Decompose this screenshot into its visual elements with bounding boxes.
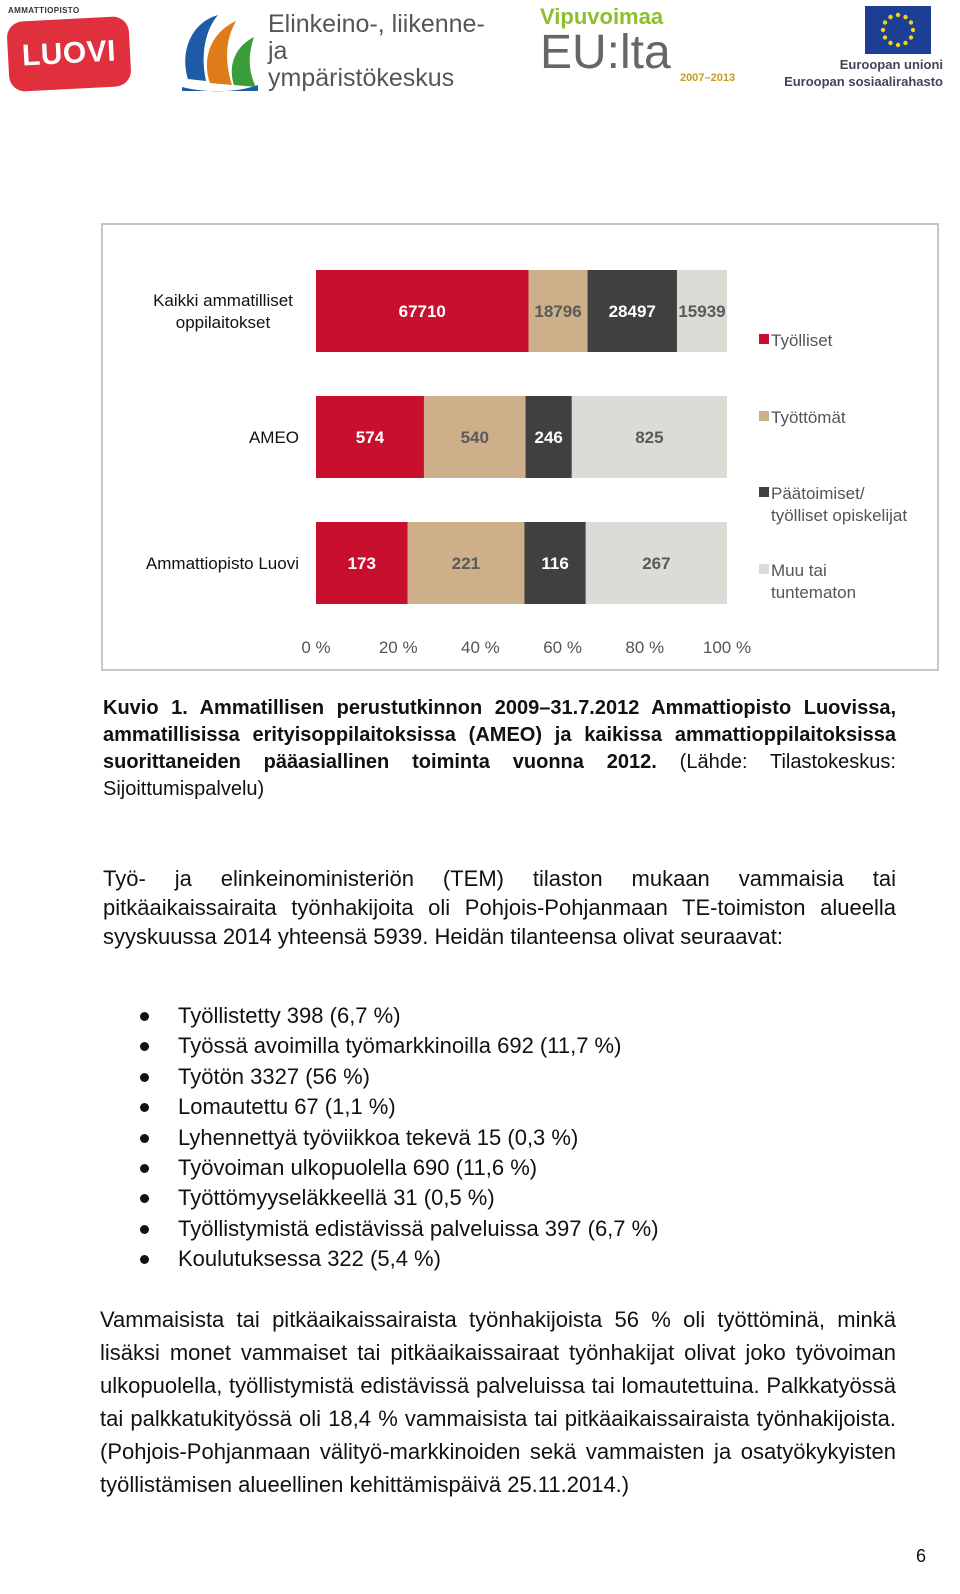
category-label: AMEO — [248, 428, 299, 447]
category-label: Ammattiopisto Luovi — [145, 554, 299, 573]
bullet-dot-icon — [140, 1225, 149, 1234]
data-label: 574 — [355, 428, 385, 447]
bullet-dot-icon — [140, 1164, 149, 1173]
eu-star-icon — [896, 13, 900, 17]
eu-logo — [783, 6, 943, 96]
page-number: 6 — [915, 1546, 926, 1566]
x-tick-label: 0 % — [301, 638, 331, 657]
ely-emblem-icon — [176, 9, 260, 93]
data-label: 67710 — [398, 302, 446, 321]
chart-frame — [101, 223, 939, 671]
x-tick-label: 40 % — [461, 638, 500, 657]
bullet-text: Työllistetty 398 (6,7 %) — [178, 1003, 401, 1028]
bullet-text: Työttömyyseläkkeellä 31 (0,5 %) — [178, 1185, 495, 1211]
eu-star-icon — [909, 35, 913, 39]
figure-caption-source: (Lähde: Tilastokeskus: Sijoittumispalvelu) — [103, 751, 896, 800]
bullet-dot-icon — [140, 1194, 149, 1203]
bullet-text: Työtön 3327 (56 %) — [178, 1063, 371, 1089]
bullet-item — [138, 1092, 659, 1122]
bullet-text: Työllistymistä edistävissä palveluissa 397 (6,7 %) — [178, 1215, 659, 1241]
bullet-item — [138, 1214, 659, 1244]
ely-logo — [176, 8, 506, 94]
legend-label: Päätoimiset/ työlliset opiskelijat — [771, 484, 908, 525]
bullet-dot-icon — [140, 1134, 149, 1143]
data-label: 28497 — [608, 302, 656, 321]
data-label: 540 — [460, 428, 489, 447]
legend-swatch — [759, 487, 769, 497]
bullet-text: Lyhennettyä työviikkoa tekevä 15 (0,3 %) — [178, 1124, 579, 1150]
paragraph-summary: Vammaisista tai pitkäaikaissairaista työnhakijoista 56 % oli työttöminä, minkä lisäksi monet vammaiset tai pitkäaikaissairaat työnhakijat olivat joko työvoiman ulkopuolella, työllistymistä edistävissä palveluissa tai lomautettuina. Palkkatyössä tai palkkatukityössä oli 18,4 % vammaisista tai pitkäaikaissairaista työnhakijoista. (Pohjois-Pohjanmaan välityö-markkinoiden sekä vammaisten ja osatyökykyisten työllistämisen alueellinen kehittämispäivä 25.11.2014.) — [100, 1307, 896, 1497]
eu-star-icon — [903, 15, 907, 19]
bullet-item — [138, 1183, 659, 1213]
bullet-text: Koulutuksessa 322 (5,4 %) — [178, 1246, 441, 1272]
eu-star-icon — [903, 41, 907, 45]
data-label: 173 — [347, 554, 376, 573]
legend-label: Työttömät — [771, 408, 846, 427]
situation-bullet-list — [138, 1001, 659, 1275]
eu-star-icon — [883, 20, 887, 24]
data-label: 825 — [635, 428, 664, 447]
x-tick-label: 60 % — [543, 638, 582, 657]
bullet-item — [138, 1001, 659, 1031]
stacked-bar-chart — [103, 225, 937, 669]
eu-star-icon — [911, 28, 915, 32]
legend-swatch — [759, 334, 769, 344]
legend-swatch — [759, 411, 769, 421]
bullet-text: Työssä avoimilla työmarkkinoilla 692 (11,7 %) — [178, 1033, 622, 1059]
bullet-dot-icon — [140, 1012, 149, 1021]
eu-logo-text — [783, 56, 943, 90]
luovi-logo-badge: LUOVI — [6, 16, 131, 92]
vipuvoimaa-logo-years: 2007–2013 — [680, 72, 736, 84]
bullet-text: Lomautettu 67 (1,1 %) — [178, 1094, 396, 1120]
bullet-item — [138, 1153, 659, 1183]
bullet-dot-icon — [140, 1103, 149, 1112]
bullet-item — [138, 1123, 659, 1153]
bullet-item — [138, 1244, 659, 1274]
eu-flag-icon — [865, 6, 931, 54]
x-tick-label: 80 % — [625, 638, 665, 657]
bullet-item — [138, 1031, 659, 1061]
ely-logo-line1: Elinkeino-, liikenne- ja — [268, 9, 485, 65]
legend-swatch — [759, 564, 769, 574]
x-tick-label: 100 % — [702, 638, 752, 657]
luovi-logo — [8, 6, 132, 92]
data-label: 116 — [541, 554, 569, 573]
bullet-dot-icon — [140, 1255, 149, 1264]
bullet-dot-icon — [140, 1073, 149, 1082]
data-label: 221 — [451, 554, 481, 573]
eu-logo-line1: Euroopan unioni — [839, 57, 943, 72]
luovi-logo-top-text: AMMATTIOPISTO — [8, 6, 80, 15]
eu-star-icon — [909, 20, 913, 24]
vipuvoimaa-logo — [540, 4, 750, 98]
data-label: 267 — [642, 554, 671, 573]
bullet-item — [138, 1062, 659, 1092]
ely-logo-line2: ympäristökeskus — [268, 63, 455, 92]
eu-star-icon — [881, 28, 885, 32]
figure-caption — [103, 695, 896, 803]
data-label: 15939 — [678, 302, 726, 321]
figure-caption-title: Kuvio 1. Ammatillisen perustutkinnon 2009–31.7.2012 Ammattiopisto Luovissa, ammatillisissa erityisoppilaitoksissa (AMEO) ja kaikissa ammattioppilaitoksissa suorittaneiden pääasiallinen toiminta vuonna 2012. — [103, 697, 896, 773]
eu-star-icon — [888, 15, 892, 19]
eu-logo-line2: Euroopan sosiaalirahasto — [784, 74, 943, 89]
bullet-dot-icon — [140, 1042, 149, 1051]
vipuvoimaa-logo-eu: EU:lta — [540, 26, 671, 79]
eu-star-icon — [888, 41, 892, 45]
eu-star-icon — [896, 43, 900, 47]
vipuvoimaa-logo-top: Vipuvoimaa — [540, 4, 664, 29]
legend-label: Työlliset — [771, 331, 833, 350]
ely-logo-text — [268, 11, 506, 92]
category-label: Kaikki ammatilliset oppilaitokset — [153, 291, 293, 332]
data-label: 18796 — [534, 302, 582, 321]
eu-star-icon — [883, 35, 887, 39]
x-tick-label: 20 % — [378, 638, 418, 657]
bullet-text: Työvoiman ulkopuolella 690 (11,6 %) — [178, 1154, 538, 1180]
paragraph-tem-statistics: Työ- ja elinkeinoministeriön (TEM) tilaston mukaan vammaisia tai pitkäaikaissairaita työnhakijoita oli Pohjois-Pohjanmaan TE-toimiston alueella syyskuussa 2014 yhteensä 5939. Heidän tilanteensa olivat seuraavat: — [103, 866, 896, 949]
legend-label: Muu tai tuntematon — [771, 561, 857, 602]
data-label: 246 — [534, 428, 563, 447]
